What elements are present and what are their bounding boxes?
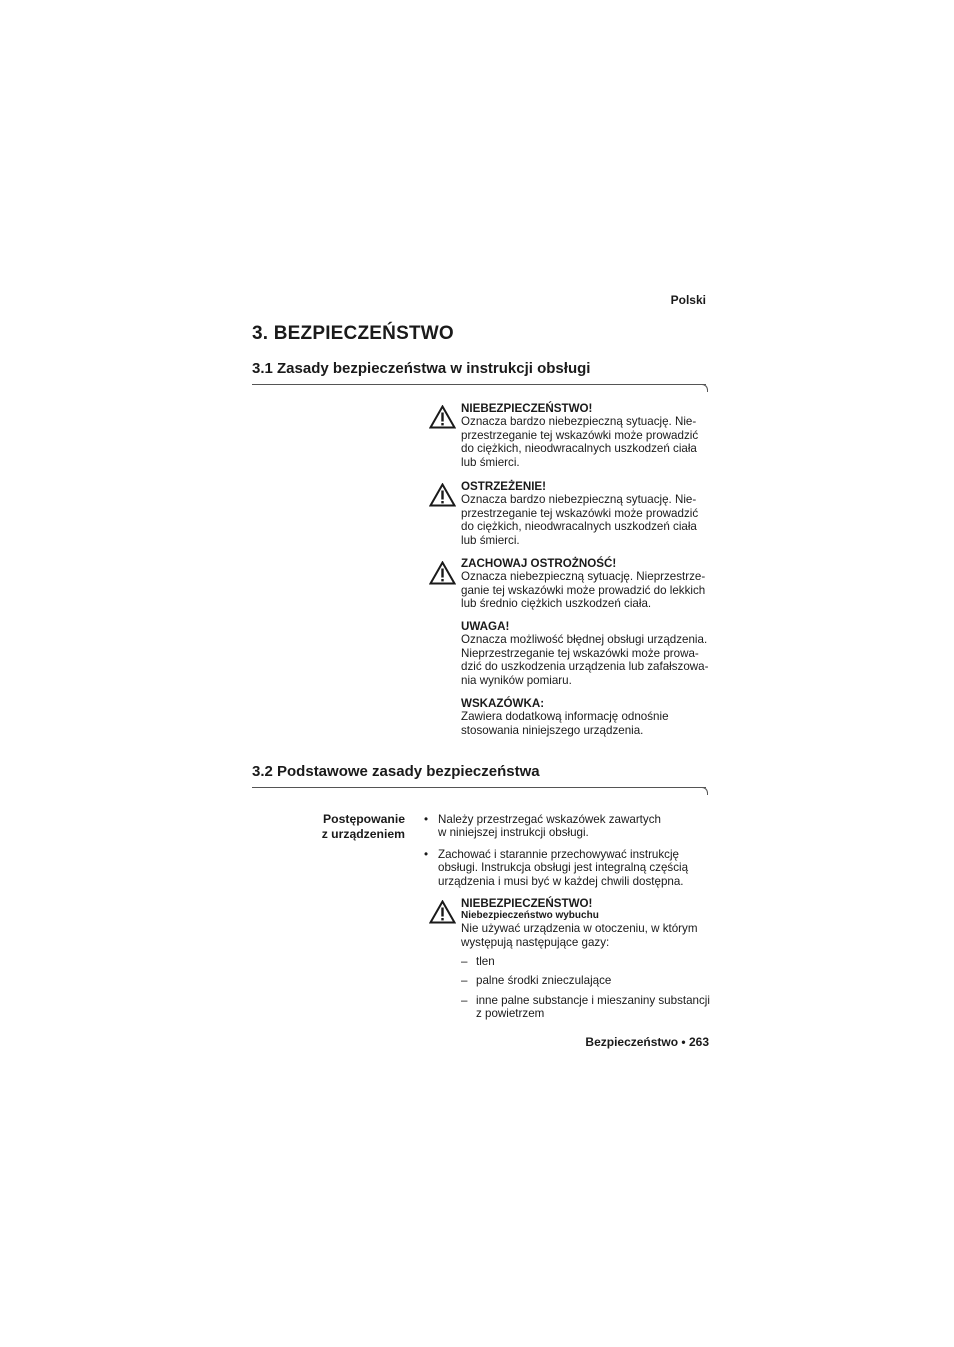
list-item-text: palne środki znieczulające	[476, 974, 612, 988]
list-item-text: Zachować i starannie przechowywać instrukcję	[438, 847, 679, 861]
notice-label: UWAGA!	[461, 620, 510, 633]
bullet-icon: •	[424, 813, 429, 826]
list-item-text: z powietrzem	[476, 1007, 545, 1021]
list-item-text: urządzenia i musi być w każdej chwili dostępna.	[438, 874, 684, 888]
danger-notice	[461, 402, 711, 469]
notice-subtitle: Niebezpieczeństwo wybuchu	[461, 910, 599, 922]
side-heading	[252, 812, 405, 842]
section-2-divider	[252, 787, 706, 788]
warning-notice	[461, 480, 711, 547]
notice-text: lub śmierci.	[461, 455, 520, 469]
dash-icon: –	[461, 993, 468, 1007]
notice-label: WSKAZÓWKA:	[461, 697, 545, 710]
notice-label: ZACHOWAJ OSTROŻNOŚĆ!	[461, 557, 617, 570]
notice-label: OSTRZEŻENIE!	[461, 480, 547, 493]
dash-icon: –	[461, 974, 468, 988]
side-heading-line: Postępowanie	[323, 812, 405, 826]
notice-text: stosowania niniejszego urządzenia.	[461, 723, 644, 737]
list-item	[461, 955, 711, 968]
caution-notice	[461, 557, 711, 611]
bullet-icon: •	[424, 847, 429, 861]
attention-notice	[461, 620, 711, 687]
notice-label: NIEBEZPIECZEŃSTWO!	[461, 897, 593, 910]
notice-text: do ciężkich, nieodwracalnych uszkodzeń ciała	[461, 520, 697, 534]
list-item	[461, 994, 711, 1021]
notice-text: Oznacza bardzo niebezpieczną sytuację. Nie-	[461, 493, 697, 507]
gas-list	[461, 955, 711, 1027]
warning-triangle-icon	[429, 483, 456, 507]
list-item-text: w niniejszej instrukcji obsługi.	[438, 826, 589, 840]
hint-notice	[461, 697, 711, 737]
section-1-title: 3.1 Zasady bezpieczeństwa w instrukcji obsługi	[252, 360, 591, 377]
notice-text: lub średnio ciężkich uszkodzeń ciała.	[461, 597, 652, 611]
list-item-text: tlen	[476, 955, 495, 968]
list-item-text: obsługi. Instrukcja obsługi jest integralną częścią	[438, 861, 689, 875]
list-item-text: inne palne substancje i mieszaniny substancji	[476, 993, 710, 1007]
notice-text: Oznacza niebezpieczną sytuację. Nieprzestrze-	[461, 570, 706, 584]
page-footer: Bezpieczeństwo • 263	[585, 1035, 709, 1049]
notice-text: do ciężkich, nieodwracalnych uszkodzeń ciała	[461, 442, 697, 456]
notice-text: dzić do uszkodzenia urządzenia lub zafałszowa-	[461, 660, 709, 674]
list-item-text: Należy przestrzegać wskazówek zawartych	[438, 813, 661, 826]
notice-text: ganie tej wskazówki może prowadzić do lekkich	[461, 583, 706, 597]
notice-text: nia wyników pomiaru.	[461, 673, 572, 687]
warning-triangle-icon	[429, 561, 456, 585]
notice-text: Nieprzestrzeganie tej wskazówki może prowa-	[461, 646, 699, 660]
section-2-title: 3.2 Podstawowe zasady bezpieczeństwa	[252, 763, 540, 780]
language-label: Polski	[670, 293, 706, 307]
list-item	[461, 974, 711, 987]
notice-text: przestrzeganie tej wskazówki może prowadzić	[461, 428, 699, 442]
section-1-divider	[252, 384, 706, 385]
bullet-list	[424, 813, 714, 896]
explosion-danger-notice	[461, 897, 711, 949]
notice-text: Oznacza bardzo niebezpieczną sytuację. Nie-	[461, 415, 697, 429]
notice-text: Zawiera dodatkową informację odnośnie	[461, 710, 669, 724]
chapter-title: 3. BEZPIECZEŃSTWO	[252, 323, 454, 344]
dash-icon: –	[461, 955, 468, 968]
notice-text: przestrzeganie tej wskazówki może prowadzić	[461, 506, 699, 520]
notice-text: występują następujące gazy:	[461, 935, 610, 949]
warning-triangle-icon	[429, 900, 456, 924]
notice-text: Oznacza możliwość błędnej obsługi urządzenia.	[461, 633, 708, 647]
notice-text: Nie używać urządzenia w otoczeniu, w którym	[461, 922, 698, 936]
list-item	[424, 848, 714, 888]
side-heading-line: z urządzeniem	[321, 827, 405, 841]
warning-triangle-icon	[429, 405, 456, 429]
notice-label: NIEBEZPIECZEŃSTWO!	[461, 402, 593, 415]
notice-text: lub śmierci.	[461, 533, 520, 547]
list-item	[424, 813, 714, 840]
